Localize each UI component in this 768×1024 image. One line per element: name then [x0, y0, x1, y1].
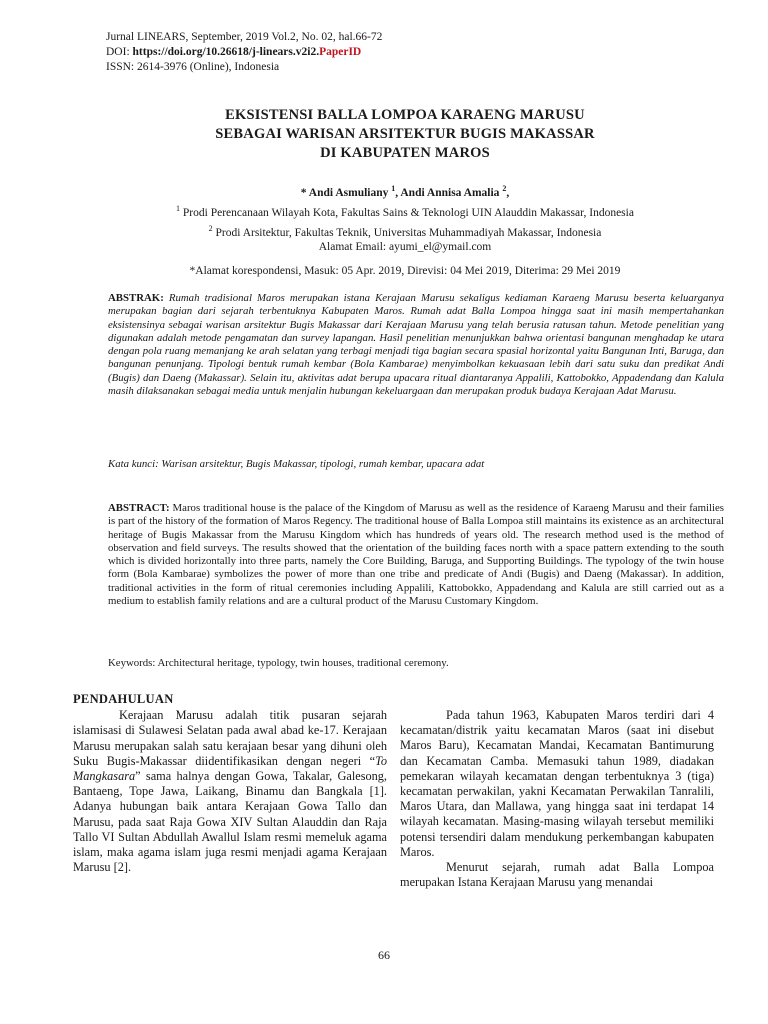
title-line-1: EKSISTENSI BALLA LOMPOA KARAENG MARUSU: [225, 107, 585, 123]
corresponding-star: *: [300, 186, 309, 199]
abstract-label: ABSTRACT:: [108, 502, 170, 514]
correspondence-dates: *Alamat korespondensi, Masuk: 05 Apr. 2019, Direvisi: 04 Mei 2019, Diterima: 29 Mei 2019: [189, 265, 621, 278]
affiliation-2: [80, 221, 730, 241]
paragraph-left-1-a: Kerajaan Marusu adalah titik pusaran sejarah islamisasi di Sulawesi Selatan pada awal abad ke-17. Kerajaan Marusu merupakan salah satu kerajaan besar yang dihuni oleh Suku Bugis-Makassar diidentifikasikan dengan negeri “: [73, 708, 387, 768]
doi-line: [106, 45, 382, 60]
paragraph-right-1: Pada tahun 1963, Kabupaten Maros terdiri dari 4 kecamatan/distrik yaitu kecamatan Maros (saat ini disebut Maros Baru), Kecamatan Mandai, Kecamatan Bantimurung dan Kecamatan Camba. Memasuki tahun 1989, diadakan pemekaran wilayah kecamatan dengan terbentuknya 3 (tiga) kecamatan perwakilan, yakni Kecamatan Perwakilan Tanralili, Maros Utara, dan Mallawa, yang hingga saat ini terdapat 14 wilayah kecamatan. Masing-masing wilayah tersebut memiliki potensi tersendiri dalam mendukung perkembangan kabupaten Maros.: [400, 708, 714, 859]
paragraph-left-1-italic: To Mangkasara: [73, 753, 387, 784]
affiliation-1-sup: 1: [176, 203, 181, 213]
email-line: Alamat Email: ayumi_el@ymail.com: [318, 241, 492, 254]
keywords: Keywords: Architectural heritage, typology, twin houses, traditional ceremony.: [108, 657, 449, 669]
title-line-2: SEBAGAI WARISAN ARSITEKTUR BUGIS MAKASSAR: [215, 126, 595, 142]
issn-line: ISSN: 2614-3976 (Online), Indonesia: [106, 61, 280, 73]
author-2: , Andi Annisa Amalia: [395, 186, 503, 199]
paragraph-right-2: Menurut sejarah, rumah adat Balla Lompoa merupakan Istana Kerajaan Marusu yang menandai: [400, 860, 714, 890]
affiliation-1-text: Prodi Perencanaan Wilayah Kota, Fakultas Sains & Teknologi UIN Alauddin Makassar, Indonesia: [180, 206, 634, 219]
page-number: 66: [378, 948, 390, 962]
paragraph-left-1: [73, 708, 387, 875]
author-block: [80, 181, 730, 279]
abstract-text: Maros traditional house is the palace of the Kingdom of Marusu as well as the residence of Karaeng Marusu and their families is part of the history of the formation of Maros Regency. The traditional house of Balla Lompoa still maintains its existence as an architectural heritage of Bugis Makassar from the Marusu Kingdom which has hundreds of years old. The research method used is the method of observation and field surveys. The results showed that the orientation of the building faces north with a space pattern extending to the south which is divided horizontally into three parts, namely the Core Building, Baruga, and Supporting Buildings. The typology of the twin house form (Bola Kambarae) symbolizes the power of more than one tribe and predicate of Andi (Bugis) and Daeng (Makassar). In addition, traditional activities in the form of ritual ceremonies including Appalili, Kattobokko, Appadendang and Kalula are still carried out as a medium to establish family relations and are a cultural product of the Marusu Customary Kingdom.: [108, 502, 724, 608]
abstrak-paragraph: [108, 292, 724, 398]
journal-header: [106, 30, 382, 75]
author-1: Andi Asmuliany: [308, 186, 392, 199]
abstrak-label: ABSTRAK:: [108, 292, 164, 304]
section-heading: PENDAHULUAN: [73, 692, 174, 706]
paragraph-left-1-b: ” sama halnya dengan Gowa, Takalar, Galesong, Bantaeng, Tope Jawa, Laikang, Binamu dan Bangkala [1]. Adanya hubungan baik antara Kerajaan Gowa Tallo dan Marusu, pada saat Raja Gowa XIV Sultan Alauddin dan Raja Tallo VI Sultan Abdullah Awallul Islam resmi memeluk agama islam, maka agama islam juga resmi menjadi agama Kerajaan Marusu [2].: [73, 769, 387, 875]
author-comma: ,: [506, 186, 510, 199]
doi-paperid[interactable]: PaperID: [319, 46, 362, 58]
abstract-paragraph: [108, 502, 724, 608]
affiliation-2-text: Prodi Arsitektur, Fakultas Teknik, Universitas Muhammadiyah Makassar, Indonesia: [212, 226, 602, 239]
journal-citation: Jurnal LINEARS, September, 2019 Vol.2, No. 02, hal.66-72: [106, 31, 383, 43]
affiliation-1: [80, 201, 730, 221]
kata-kunci: Kata kunci: Warisan arsitektur, Bugis Makassar, tipologi, rumah kembar, upacara adat: [108, 458, 485, 470]
doi-link[interactable]: https://doi.org/10.26618/j-linears.v2i2.: [132, 46, 320, 58]
author-names: [80, 181, 730, 201]
abstrak-text: Rumah tradisional Maros merupakan istana Kerajaan Marusu sekaligus kediaman Karaeng Marusu beserta keluarganya merupakan bagian dari sejarah terbentuknya Kabupaten Maros. Rumah adat Balla Lompoa hingga saat ini masih mempertahankan eksistensinya sebagai warisan arsitektur Bugis Makassar dari Kerajaan Marusu yang telah berusia ratusan tahun. Metode penelitian yang digunakan adalah metode pengamatan dan survey lapangan. Hasil penelitian menunjukkan bahwa orientasi bangunan menghadap ke utara dengan pola ruang memanjang ke arah selatan yang terbagi menjadi tiga bagian secara spasial horizontal yaitu Bangunan Inti, Baruga, dan bangunan penunjang. Tipologi bentuk rumah kembar (Bola Kambarae) menyimbolkan kekuasaan lebih dari satu suku dan predikat Andi (Bugis) dan Daeng (Makassar). Selain itu, aktivitas adat berupa upacara ritual diantaranya Appalili, Kattobokko, Appadendang dan Kalula masih dilaksanakan sebagai media untuk menjalin hubungan kekeluargaan dan merupakan produk budaya Kerajaan Adat Marusu.: [108, 292, 724, 398]
affiliation-2-sup: 2: [208, 223, 213, 233]
title-line-3: DI KABUPATEN MAROS: [320, 145, 490, 161]
paper-title: [80, 106, 730, 163]
author-1-sup: 1: [391, 184, 396, 193]
body-column-left: [73, 692, 387, 875]
author-2-sup: 2: [502, 184, 507, 193]
body-column-right: [400, 708, 714, 890]
doi-prefix: DOI:: [106, 46, 130, 58]
